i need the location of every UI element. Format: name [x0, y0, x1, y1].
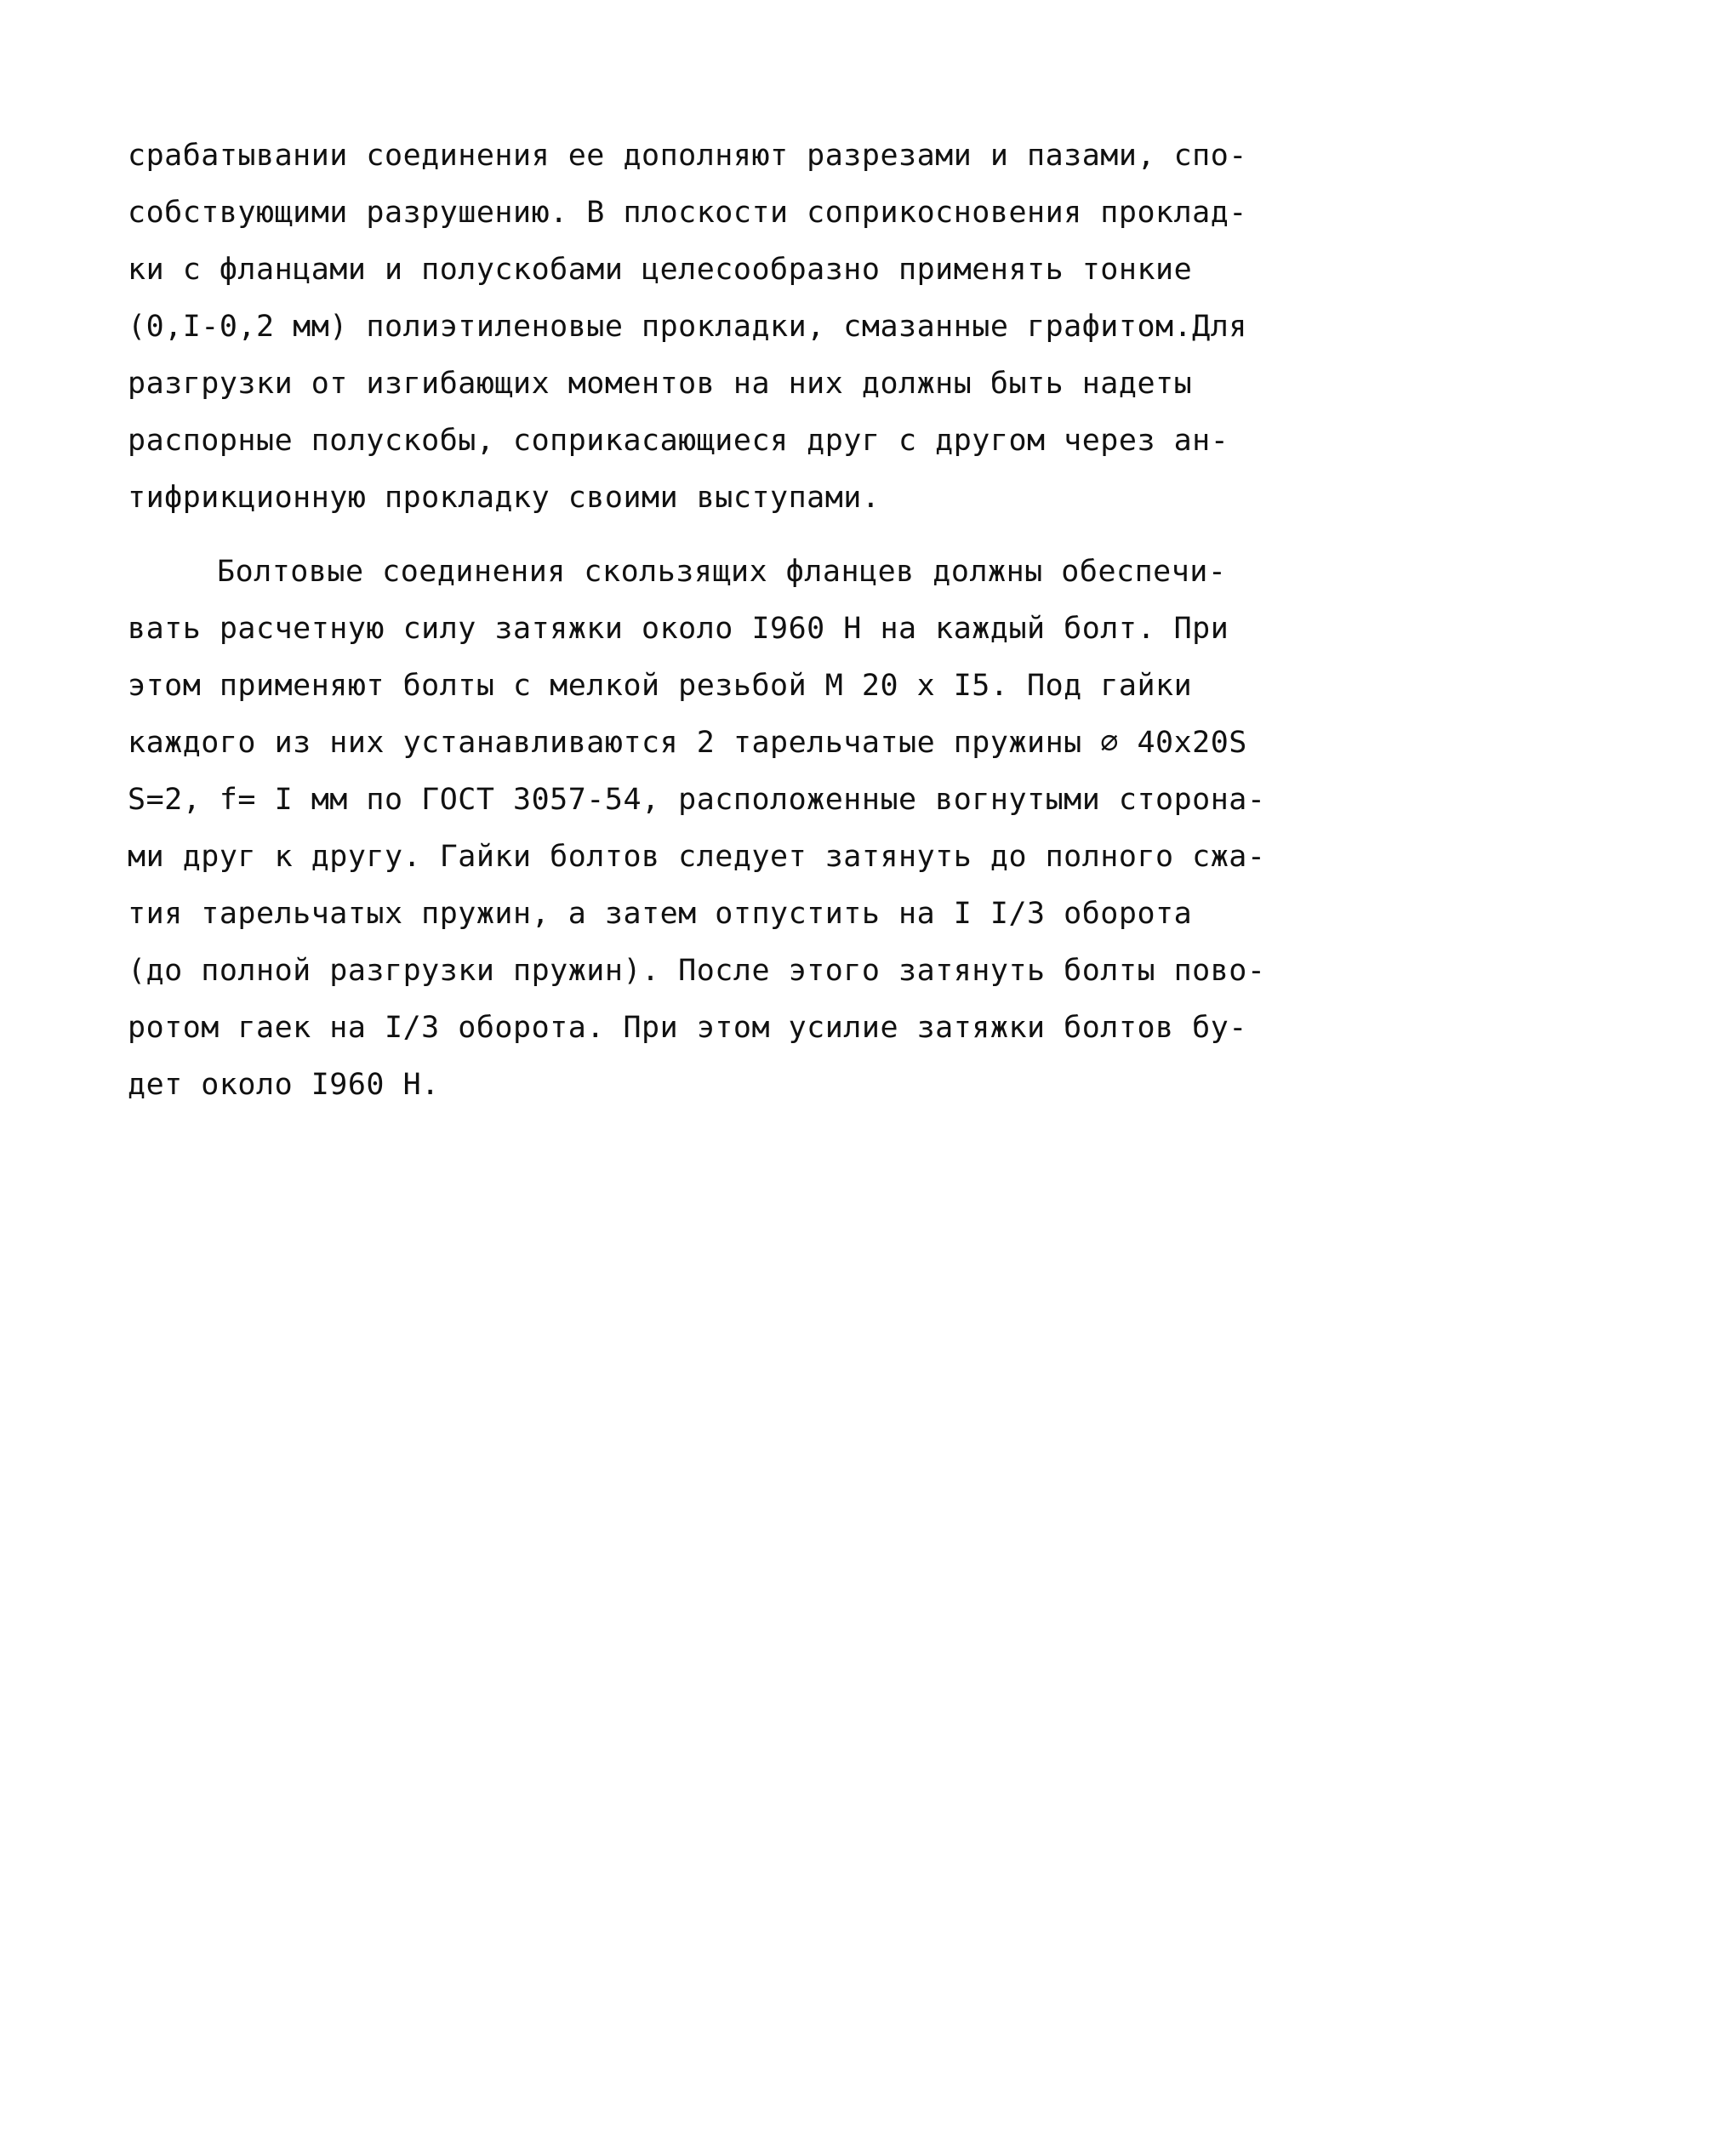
paragraph-2 [128, 544, 1266, 1114]
text-line: каждого из них устанавливаются 2 тарельчатые пружины ∅ 40х20S [128, 726, 1247, 760]
text-line: дет около I960 Н. [128, 1068, 440, 1102]
text-line: Болтовые соединения скользящих фланцев должны обеспечи- [217, 555, 1227, 589]
text-line: ки с фланцами и полускобами целесообразно применять тонкие [128, 253, 1193, 287]
text-line: разгрузки от изгибающих моментов на них должны быть надеты [128, 367, 1193, 401]
text-line: собствующими разрушению. В плоскости соприкосновения проклад- [128, 196, 1247, 230]
text-line: срабатывании соединения ее дополняют разрезами и пазами, спо- [128, 139, 1247, 173]
text-line: (до полной разгрузки пружин). После этого затянуть болты пово- [128, 954, 1266, 988]
text-line: ми друг к другу. Гайки болтов следует затянуть до полного сжа- [128, 840, 1266, 874]
text-line: этом применяют болты с мелкой резьбой М 20 х I5. Под гайки [128, 669, 1193, 703]
text-line: тифрикционную прокладку своими выступами. [128, 481, 881, 515]
document-body [128, 128, 1266, 1114]
text-line: распорные полускобы, соприкасающиеся друг с другом через ан- [128, 424, 1229, 458]
text-line: S=2, f= I мм по ГОСТ 3057-54, расположенные вогнутыми сторона- [128, 783, 1266, 817]
text-line: вать расчетную силу затяжки около I960 Н на каждый болт. При [128, 612, 1229, 646]
paragraph-1 [128, 128, 1247, 527]
text-line: (0,I-0,2 мм) полиэтиленовые прокладки, смазанные графитом.Для [128, 310, 1247, 344]
text-line: тия тарельчатых пружин, а затем отпустить на I I/3 оборота [128, 897, 1193, 931]
text-line: ротом гаек на I/3 оборота. При этом усилие затяжки болтов бу- [128, 1011, 1247, 1045]
paragraph-gap [128, 527, 1234, 544]
